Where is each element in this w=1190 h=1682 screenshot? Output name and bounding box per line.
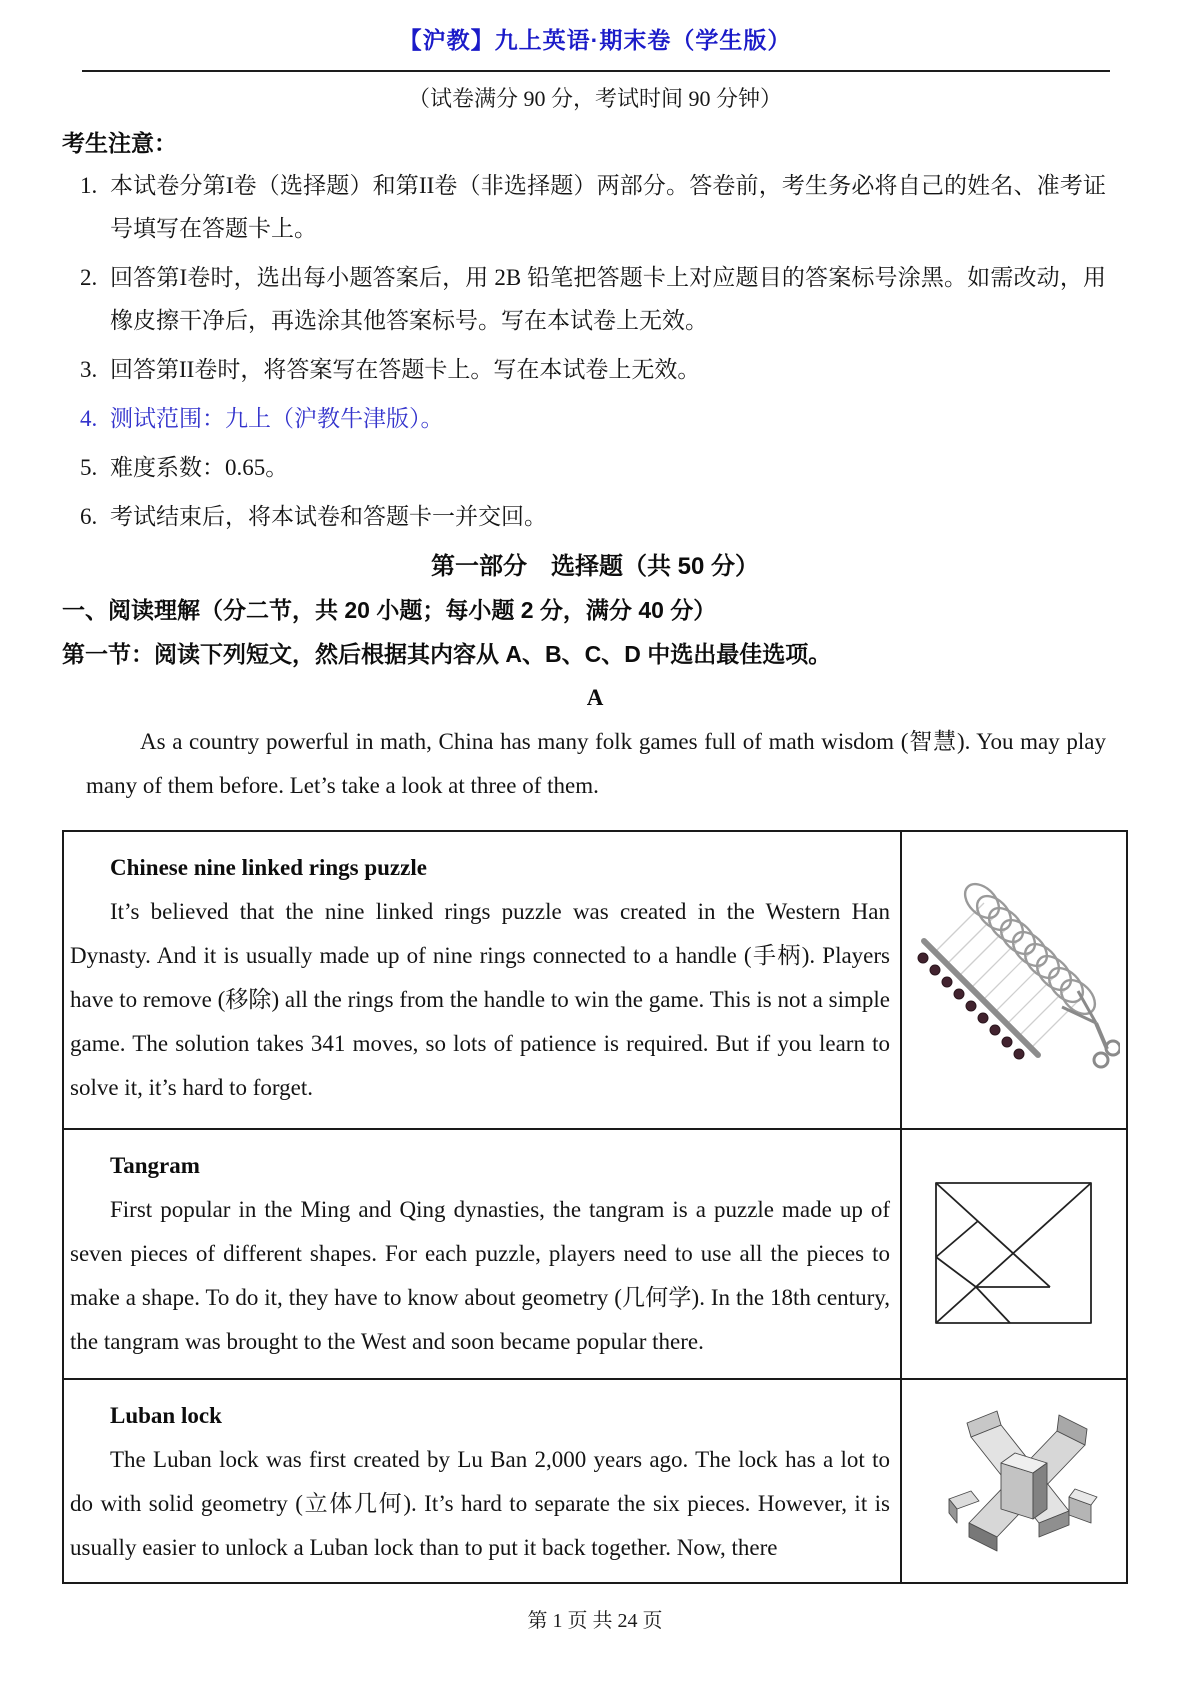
notice-item-2	[62, 256, 1106, 342]
luban-lock-text-cell	[64, 1380, 902, 1582]
notice-item-text: 测试范围：九上（沪教牛津版）。	[110, 406, 444, 431]
notice-item-text: 考试结束后，将本试卷和答题卡一并交回。	[110, 504, 547, 529]
table-row-luban-lock	[64, 1378, 1126, 1582]
notice-item-number: 1.	[80, 173, 98, 198]
notice-item-number: 3.	[80, 357, 98, 382]
notice-item-4-test-scope	[62, 397, 1106, 440]
notice-item-1	[62, 164, 1106, 250]
nine-linked-rings-image	[908, 871, 1120, 1089]
nine-rings-text-cell	[64, 832, 902, 1128]
passage-a-intro: As a country powerful in math, China has many folk games full of math wisdom (智慧). You may play many of them before. Let’s take a look at three of them.	[86, 729, 1106, 798]
puzzle-description: First popular in the Ming and Qing dynasties, the tangram is a puzzle made up of seven pieces of different shapes. For each puzzle, players need to use all the pieces to make a shape. To do it, they have to know about geometry (几何学). In the 18th century, the tangram was brought to the West and soon became popular there.	[70, 1197, 890, 1354]
luban-lock-figure-cell	[902, 1380, 1126, 1582]
nine-rings-figure-cell	[902, 832, 1126, 1128]
passage-a-label: A	[586, 685, 604, 710]
notice-item-6	[62, 495, 1106, 538]
notice-item-5	[62, 446, 1106, 489]
header-divider	[82, 70, 1110, 72]
notice-item-text: 难度系数：0.65。	[110, 455, 289, 480]
tangram-text-cell	[64, 1130, 902, 1378]
reading-section-instruction: 第一节：阅读下列短文，然后根据其内容从 A、B、C、D 中选出最佳选项。	[62, 641, 832, 667]
notice-item-number: 2.	[80, 265, 98, 290]
exam-meta-line: （试卷满分 90 分，考试时间 90 分钟）	[407, 86, 782, 111]
tangram-image	[934, 1181, 1094, 1327]
notice-item-number: 5.	[80, 455, 98, 480]
luban-lock-image	[919, 1391, 1109, 1571]
notice-item-text: 回答第II卷时，将答案写在答题卡上。写在本试卷上无效。	[110, 357, 701, 382]
notice-item-text: 本试卷分第I卷（选择题）和第II卷（非选择题）两部分。答卷前，考生务必将自己的姓名、准考证号填写在答题卡上。	[110, 173, 1106, 241]
puzzle-title: Chinese nine linked rings puzzle	[110, 855, 427, 880]
puzzle-title: Luban lock	[110, 1403, 222, 1428]
notice-item-number: 6.	[80, 504, 98, 529]
notice-item-text: 回答第I卷时，选出每小题答案后，用 2B 铅笔把答题卡上对应题目的答案标号涂黑。如需改动，用橡皮擦干净后，再选涂其他答案标号。写在本试卷上无效。	[110, 265, 1106, 333]
puzzles-table	[62, 830, 1128, 1584]
notice-item-3	[62, 348, 1106, 391]
notice-heading: 考生注意：	[62, 130, 177, 156]
puzzle-description: It’s believed that the nine linked rings puzzle was created in the Western Han Dynasty. And it is usually made up of nine rings connected to a handle (手柄). Players have to remove (移除) all the rings from the handle to win the game. This is not a simple game. The solution takes 341 moves, so lots of patience is required. But if you learn to solve it, it’s hard to forget.	[70, 899, 890, 1100]
reading-section-heading: 一、阅读理解（分二节，共 20 小题；每小题 2 分，满分 40 分）	[62, 597, 717, 623]
part1-title: 第一部分 选择题（共 50 分）	[430, 553, 760, 580]
doc-title: 【沪教】九上英语·期末卷（学生版）	[398, 27, 792, 53]
page-footer: 第 1 页 共 24 页	[527, 1610, 663, 1632]
notice-list	[62, 164, 1106, 538]
table-row-tangram	[64, 1128, 1126, 1378]
table-row-nine-rings	[64, 832, 1126, 1128]
puzzle-title: Tangram	[110, 1153, 200, 1178]
notice-item-number: 4.	[80, 406, 98, 431]
puzzle-description: The Luban lock was first created by Lu Ban 2,000 years ago. The lock has a lot to do with solid geometry (立体几何). It’s hard to separate the six pieces. However, it is usually easier to unlock a Luban lock than to put it back together. Now, there	[70, 1447, 890, 1560]
tangram-figure-cell	[902, 1130, 1126, 1378]
